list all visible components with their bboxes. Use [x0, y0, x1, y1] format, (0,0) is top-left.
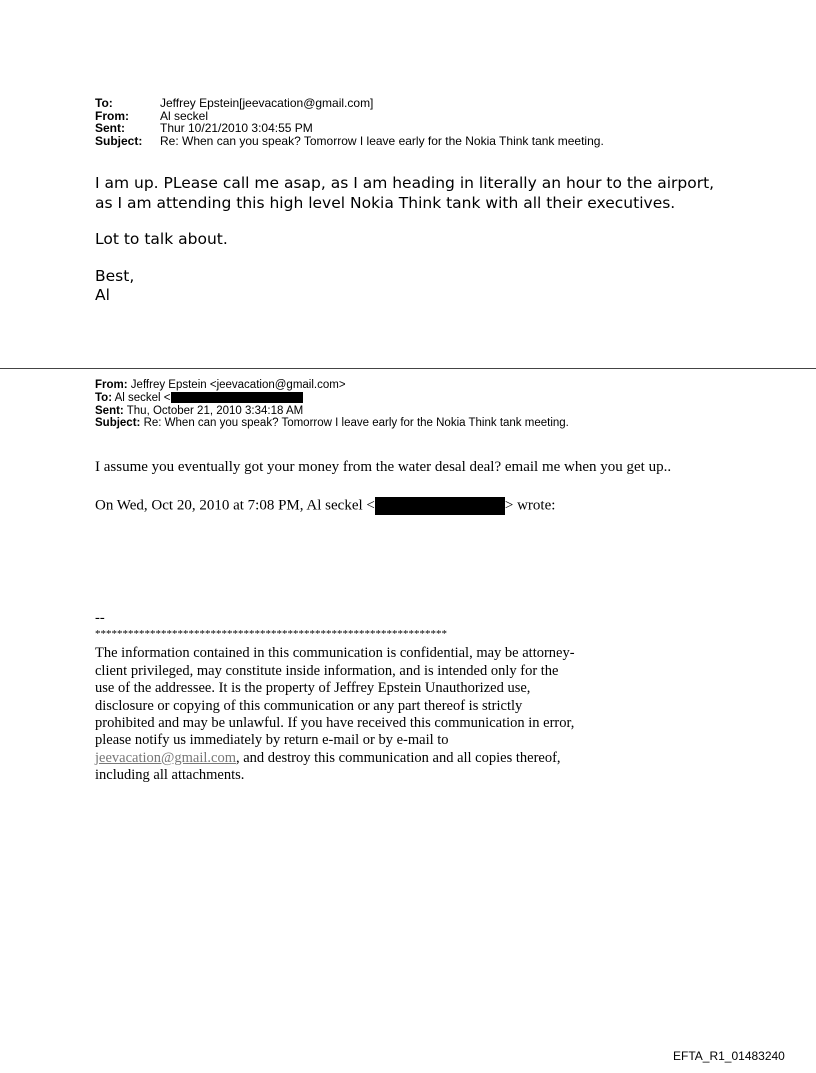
to-value: Al seckel <	[114, 391, 171, 404]
body-paragraph: I am up. PLease call me asap, as I am heading in literally an hour to the airport, as I am attending this high level Nokia Think tank with all their executives.	[95, 174, 715, 212]
to-label: To:	[95, 391, 113, 404]
signoff: Al	[95, 286, 110, 304]
email-header-second	[95, 379, 569, 430]
redaction-block	[375, 497, 505, 515]
subject-value: Re: When can you speak? Tomorrow I leave early for the Nokia Think tank meeting.	[143, 417, 569, 430]
from-value: Jeffrey Epstein <jeevacation@gmail.com>	[130, 379, 346, 391]
email-body-second: I assume you eventually got your money from the water desal deal? email me when you get up..	[95, 459, 672, 475]
closing: Best,	[95, 266, 135, 285]
to-value: Jeffrey Epstein[jeevacation@gmail.com]	[160, 96, 374, 110]
signature-block	[95, 610, 575, 785]
email-header-first	[95, 97, 604, 147]
email-link[interactable]: jeevacation@gmail.com	[95, 749, 236, 766]
sent-label: Sent:	[95, 121, 125, 135]
subject-label: Subject:	[95, 133, 143, 148]
from-label: From:	[95, 108, 129, 123]
notice-text-end: , and destroy this communication and all copies thereof, including all attachments.	[95, 749, 561, 784]
document-id: EFTA_R1_01483240	[673, 1049, 785, 1063]
signature-dashes: --	[95, 610, 105, 626]
body-paragraph: Lot to talk about.	[95, 230, 228, 248]
redaction-block	[171, 392, 303, 403]
sent-label: Sent:	[95, 404, 124, 417]
email-body-first	[95, 174, 735, 306]
subject-value: Re: When can you speak? Tomorrow I leave early for the Nokia Think tank meeting.	[160, 133, 604, 148]
sent-value: Thur 10/21/2010 3:04:55 PM	[160, 121, 313, 135]
subject-label: Subject:	[95, 417, 141, 430]
quote-suffix: > wrote:	[504, 497, 556, 514]
from-label: From:	[95, 379, 128, 391]
divider	[0, 368, 816, 369]
confidentiality-notice	[95, 645, 575, 784]
signature-stars: ****************************************************************	[95, 628, 447, 641]
sent-value: Thu, October 21, 2010 3:34:18 AM	[126, 404, 304, 417]
to-label: To:	[95, 96, 113, 110]
quote-line	[95, 497, 555, 515]
from-value: Al seckel	[160, 108, 209, 123]
notice-text: The information contained in this communication is confidential, may be attorney-client privileged, may constitute inside information, and is intended only for the use of the addressee. It is the property of Jeffrey Epstein Unauthorized use, disclosure or copying of this communication or any part thereof is strictly prohibited and may be unlawful. If you have received this communication in error, please notify us immediately by return e-mail or by e-mail to	[95, 645, 575, 749]
quote-prefix: On Wed, Oct 20, 2010 at 7:08 PM, Al seckel <	[95, 497, 375, 514]
